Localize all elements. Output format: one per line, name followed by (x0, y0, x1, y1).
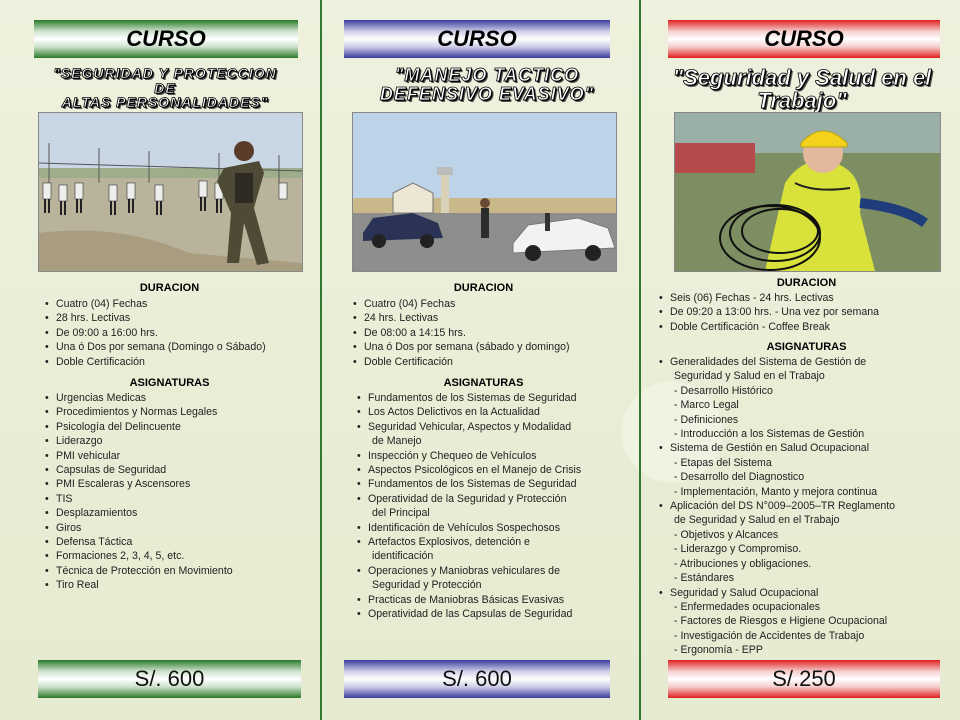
duracion-list (352, 297, 570, 369)
asignaturas-heading: ASIGNATURAS (129, 377, 210, 389)
list-item: • Generalidades del Sistema de Gestión de (658, 355, 895, 369)
list-item: • TIS (44, 492, 233, 506)
list-item: • Seguridad Vehicular, Aspectos y Modalidad (356, 420, 581, 434)
list-item: • Aplicación del DS N°009–2005–TR Reglamento (658, 499, 895, 513)
curso-header-bar (344, 20, 610, 58)
list-item: - Etapas del Sistema (674, 456, 772, 469)
asignaturas-heading: ASIGNATURAS (443, 377, 524, 389)
list-item: Seguridad y Protección (372, 579, 482, 592)
asignaturas-list (44, 391, 233, 593)
list-item: - Introducción a los Sistemas de Gestión (674, 428, 865, 441)
list-item: • Una ó Dos por semana (Domingo o Sábado) (44, 340, 266, 354)
list-item: - Atribuciones y obligaciones. (674, 557, 812, 570)
price-bar (344, 660, 610, 698)
list-item: - Liderazgo y Compromiso. (674, 543, 802, 556)
list-item: • Practicas de Maniobras Básicas Evasivas (356, 593, 581, 607)
curso-label: CURSO (764, 26, 844, 51)
duracion-heading: DURACION (139, 282, 200, 294)
asignaturas-heading: ASIGNATURAS (766, 341, 847, 353)
course-photo-escort-training (38, 112, 303, 272)
price-bar (38, 660, 301, 698)
course-title-line: "MANEJO TACTICO (394, 65, 580, 85)
curso-label: CURSO (126, 26, 206, 51)
duracion-heading: DURACION (776, 277, 837, 289)
course-column-ohs (642, 0, 960, 720)
list-item: • Cuatro (04) Fechas (352, 297, 570, 311)
asignaturas-list (356, 391, 581, 622)
list-item: • Liderazgo (44, 434, 233, 448)
list-item: identificación (372, 550, 434, 563)
course-title (652, 66, 952, 112)
list-item: • Giros (44, 521, 233, 535)
course-title-line: "SEGURIDAD Y PROTECCION (53, 65, 277, 81)
list-item: • Tiro Real (44, 578, 233, 592)
list-item: • PMI Escaleras y Ascensores (44, 477, 233, 491)
price-label: S/. 600 (442, 666, 512, 691)
column-divider (639, 0, 641, 720)
list-item: - Objetivos y Alcances (674, 528, 779, 541)
list-item: del Principal (372, 507, 430, 520)
course-title (342, 66, 632, 104)
list-item: • Operatividad de la Seguridad y Protección (356, 492, 581, 506)
list-item: • Técnica de Protección en Movimiento (44, 564, 233, 578)
course-column-driving (322, 0, 638, 720)
list-item: • Doble Certificación (352, 355, 570, 369)
list-item: Seguridad y Salud en el Trabajo (674, 370, 825, 383)
list-item: - Ergonomía - EPP (674, 644, 763, 657)
list-item: • Desplazamientos (44, 506, 233, 520)
list-item: • Urgencias Medicas (44, 391, 233, 405)
price-label: S/. 600 (134, 666, 205, 691)
list-item: • Seis (06) Fechas - 24 hrs. Lectivas (658, 291, 879, 305)
course-title-line: DEFENSIVO EVASIVO" (379, 83, 595, 104)
list-item: • De 09:00 a 16:00 hrs. (44, 326, 266, 340)
asignaturas-list (658, 355, 895, 658)
list-item: - Implementación, Manto y mejora continua (674, 485, 878, 498)
course-title (20, 66, 310, 110)
list-item: - Estándares (674, 572, 735, 585)
course-column-escort (0, 0, 320, 720)
list-item: • Los Actos Delictivos en la Actualidad (356, 405, 581, 419)
list-item: • Sistema de Gestión en Salud Ocupacional (658, 441, 895, 455)
duracion-list (44, 297, 266, 369)
duracion-heading: DURACION (453, 282, 514, 294)
list-item: • Doble Certificación (44, 355, 266, 369)
list-item: • Psicología del Delincuente (44, 420, 233, 434)
list-item: • De 08:00 a 14:15 hrs. (352, 326, 570, 340)
list-item: • De 09:20 a 13:00 hrs. - Una vez por semana (658, 305, 879, 319)
course-photo-worker (674, 112, 941, 272)
curso-header-bar (668, 20, 940, 58)
list-item: - Desarrollo del Diagnostico (674, 471, 805, 484)
list-item: - Factores de Riesgos e Higiene Ocupacional (674, 615, 888, 628)
duracion-list (658, 291, 879, 334)
list-item: • Inspección y Chequeo de Vehículos (356, 449, 581, 463)
list-item: • Capsulas de Seguridad (44, 463, 233, 477)
price-label: S/.250 (772, 666, 836, 691)
list-item: • Artefactos Explosivos, detención e (356, 535, 581, 549)
list-item: • Operaciones y Maniobras vehiculares de (356, 564, 581, 578)
list-item: • Fundamentos de los Sistemas de Seguridad (356, 477, 581, 491)
list-item: - Desarrollo Histórico (674, 384, 773, 397)
course-title-line: DE (154, 79, 176, 96)
list-item: de Manejo (372, 435, 422, 448)
list-item: • Operatividad de las Capsulas de Seguridad (356, 607, 581, 621)
list-item: • Una ó Dos por semana (sábado y domingo) (352, 340, 570, 354)
list-item: • Defensa Táctica (44, 535, 233, 549)
curso-header-bar (34, 20, 298, 58)
course-title-line: ALTAS PERSONALIDADES" (61, 94, 269, 111)
list-item: • Formaciones 2, 3, 4, 5, etc. (44, 549, 233, 563)
course-title-line: "Seguridad y Salud en el Trabajo" (672, 65, 932, 114)
curso-label: CURSO (437, 26, 517, 51)
list-item: • Cuatro (04) Fechas (44, 297, 266, 311)
list-item: - Enfermedades ocupacionales (674, 600, 821, 613)
list-item: de Seguridad y Salud en el Trabajo (674, 514, 840, 527)
list-item: • Fundamentos de los Sistemas de Seguridad (356, 391, 581, 405)
list-item: - Marco Legal (674, 399, 739, 412)
list-item: • Seguridad y Salud Ocupacional (658, 586, 895, 600)
list-item: • PMI vehicular (44, 449, 233, 463)
list-item: • 24 hrs. Lectivas (352, 311, 570, 325)
list-item: • Identificación de Vehículos Sospechosos (356, 521, 581, 535)
list-item: • 28 hrs. Lectivas (44, 311, 266, 325)
price-bar (668, 660, 940, 698)
list-item: • Doble Certificación - Coffee Break (658, 320, 879, 334)
course-photo-driving (352, 112, 617, 272)
list-item: - Definiciones (674, 413, 739, 426)
list-item: - Investigación de Accidentes de Trabajo (674, 629, 865, 642)
list-item: • Aspectos Psicológicos en el Manejo de Crisis (356, 463, 581, 477)
list-item: • Procedimientos y Normas Legales (44, 405, 233, 419)
